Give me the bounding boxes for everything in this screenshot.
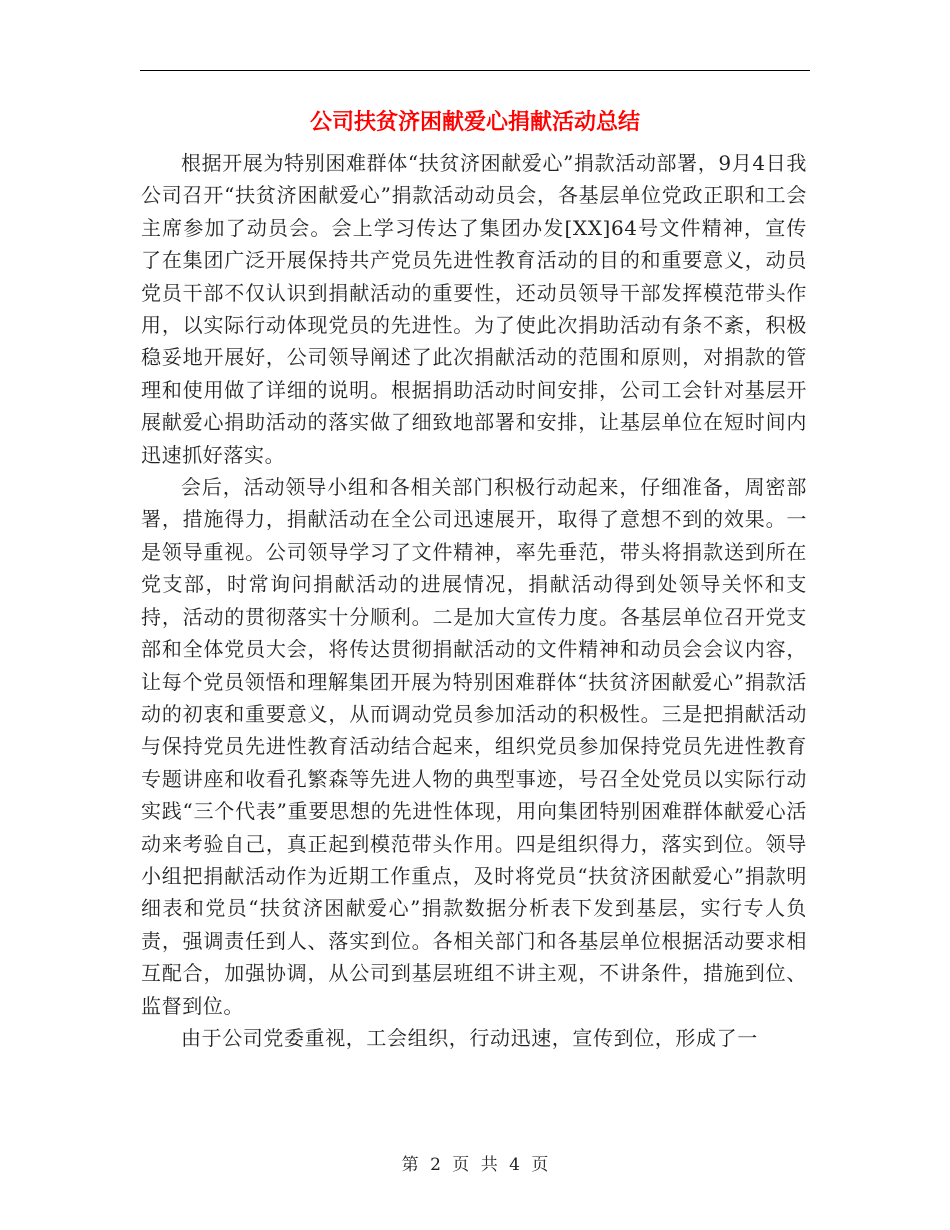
paragraph-1: 根据开展为特别困难群体“扶贫济困献爱心”捐款活动部署，9月4日我公司召开“扶贫济困献爱心”捐款活动动员会，各基层单位党政正职和工会主席参加了动员会。会上学习传达了集团办发[XX]64号文件精神，宣传了在集团广泛开展保持共产党员先进性教育活动的目的和重要意义，动员党员干部不仅认识到捐献活动的重要性，还动员领导干部发挥模范带头作用，以实际行动体现党员的先进性。为了使此次捐助活动有条不紊，积极稳妥地开展好，公司领导阐述了此次捐献活动的范围和原则，对捐款的管理和使用做了详细的说明。根据捐助活动时间安排，公司工会针对基层开展献爱心捐助活动的落实做了细致地部署和安排，让基层单位在短时间内迅速抓好落实。 <box>141 151 807 467</box>
document-body <box>141 147 807 1054</box>
paragraph-2: 会后，活动领导小组和各相关部门积极行动起来，仔细准备，周密部署，措施得力，捐献活动在全公司迅速展开，取得了意想不到的效果。一是领导重视。公司领导学习了文件精神，率先垂范，带头将捐款送到所在党支部，时常询问捐献活动的进展情况，捐献活动得到处领导关怀和支持，活动的贯彻落实十分顺利。二是加大宣传力度。各基层单位召开党支部和全体党员大会，将传达贯彻捐献活动的文件精神和动员会会议内容，让每个党员领悟和理解集团开展为特别困难群体“扶贫济困献爱心”捐款活动的初衷和重要意义，从而调动党员参加活动的积极性。三是把捐献活动与保持党员先进性教育活动结合起来，组织党员参加保持党员先进性教育专题讲座和收看孔繁森等先进人物的典型事迹，号召全处党员以实际行动实践“三个代表”重要思想的先进性体现，用向集团特别困难群体献爱心活动来考验自己，真正起到模范带头作用。四是组织得力，落实到位。领导小组把捐献活动作为近期工作重点，及时将党员“扶贫济困献爱心”捐款明细表和党员“扶贫济困献爱心”捐款数据分析表下发到基层，实行专人负责，强调责任到人、落实到位。各相关部门和各基层单位根据活动要求相互配合，加强协调，从公司到基层班组不讲主观，不讲条件，措施到位、监督到位。 <box>141 475 807 1018</box>
paragraph-3: 由于公司党委重视，工会组织，行动迅速，宣传到位，形成了一 <box>181 1025 758 1050</box>
header-rule <box>140 70 810 71</box>
document-title: 公司扶贫济困献爱心捐献活动总结 <box>309 110 640 135</box>
page-number-footer: 第 2 页 共 4 页 <box>401 1155 549 1175</box>
